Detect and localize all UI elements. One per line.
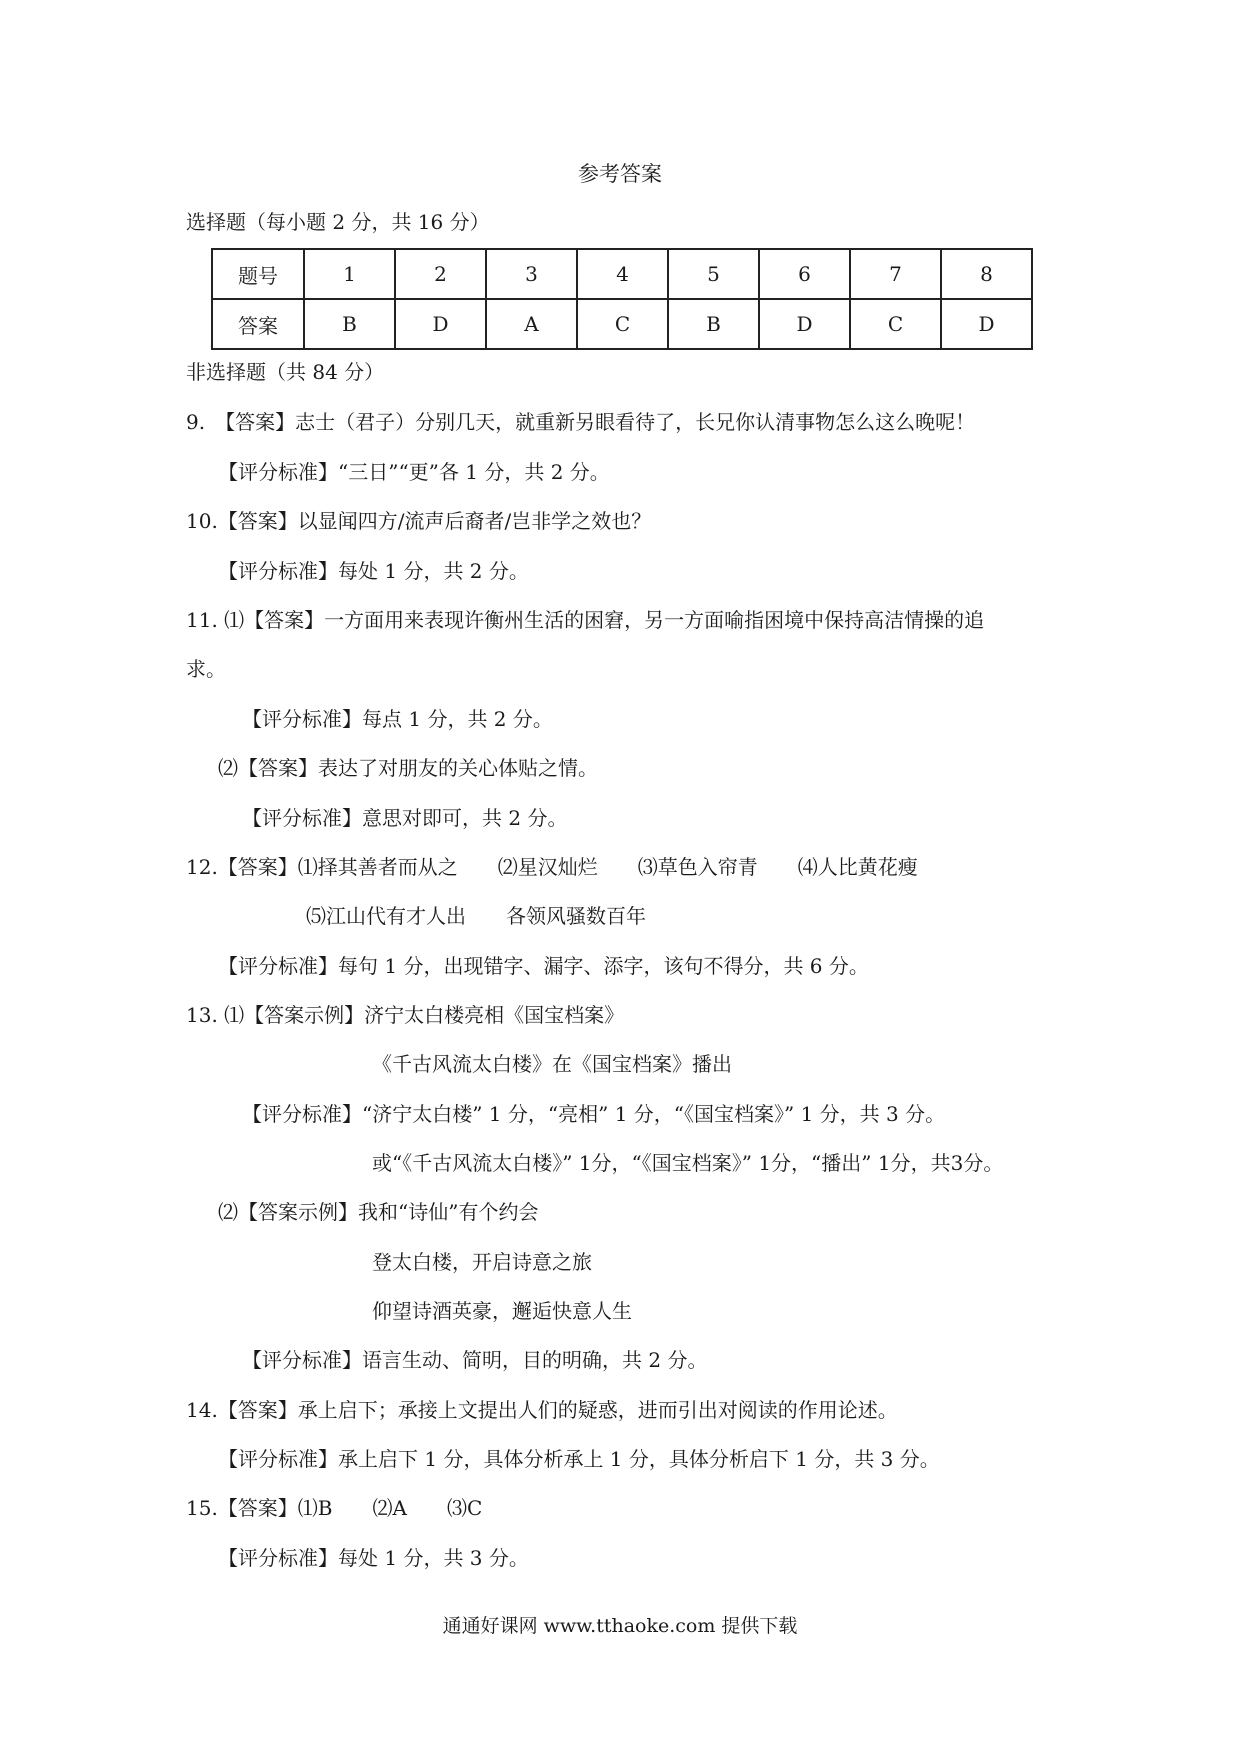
scoring-line: 【评分标准】每点 1 分，共 2 分。	[242, 707, 553, 731]
scoring-line: 【评分标准】承上启下 1 分，具体分析承上 1 分，具体分析启下 1 分，共 3 分。	[218, 1447, 940, 1471]
answer-cell: C	[577, 299, 668, 349]
answer-line: 11. ⑴【答案】一方面用来表现许衡州生活的困窘，另一方面喻指困境中保持高洁情操的追	[186, 608, 985, 632]
answer-line: 15.【答案】⑴B ⑵A ⑶C	[186, 1496, 483, 1520]
footer-source: 通通好课网 www.tthaoke.com 提供下载	[442, 1615, 798, 1637]
answer-line: 10.【答案】以显闻四方/流声后裔者/岂非学之效也？	[186, 509, 652, 533]
question-number: 8	[941, 249, 1032, 299]
scoring-line: 【评分标准】每句 1 分，出现错字、漏字、添字，该句不得分，共 6 分。	[218, 954, 869, 978]
row-header-number: 题号	[212, 249, 304, 299]
answer-line: 求。	[186, 657, 226, 681]
choice-section-heading: 选择题（每小题 2 分，共 16 分）	[186, 210, 490, 234]
scoring-line: 【评分标准】每处 1 分，共 2 分。	[218, 559, 529, 583]
question-number: 6	[759, 249, 850, 299]
answer-line: ⑵【答案】表达了对朋友的关心体贴之情。	[218, 756, 598, 780]
scoring-line: 【评分标准】每处 1 分，共 3 分。	[218, 1546, 529, 1570]
answer-line: ⑵【答案示例】我和“诗仙”有个约会	[218, 1200, 539, 1224]
scoring-line: 【评分标准】意思对即可，共 2 分。	[242, 806, 568, 830]
question-number: 5	[668, 249, 759, 299]
answer-cell: D	[395, 299, 486, 349]
question-number: 4	[577, 249, 668, 299]
answer-line: 登太白楼，开启诗意之旅	[372, 1250, 592, 1274]
nonchoice-heading: 非选择题（共 84 分）	[186, 360, 385, 384]
answer-line: 13. ⑴【答案示例】济宁太白楼亮相《国宝档案》	[186, 1003, 625, 1027]
answer-line: 9. 【答案】志士（君子）分别几天，就重新另眼看待了，长兄你认清事物怎么这么晚呢！	[186, 410, 976, 434]
question-number: 7	[850, 249, 941, 299]
scoring-line: 【评分标准】“济宁太白楼” 1 分，“亮相” 1 分，“《国宝档案》” 1 分，共 3 分。	[242, 1102, 946, 1126]
answer-line: 《千古风流太白楼》在《国宝档案》播出	[372, 1052, 732, 1076]
question-number: 2	[395, 249, 486, 299]
scoring-line: 或“《千古风流太白楼》” 1分，“《国宝档案》” 1分，“播出” 1分，共3分。	[372, 1151, 1004, 1175]
scoring-line: 【评分标准】语言生动、简明，目的明确，共 2 分。	[242, 1348, 708, 1372]
page-title: 参考答案	[578, 162, 662, 186]
answer-line: 仰望诗酒英豪，邂逅快意人生	[372, 1299, 632, 1323]
answer-cell: D	[759, 299, 850, 349]
answer-cell: B	[668, 299, 759, 349]
answer-line: 14.【答案】承上启下；承接上文提出人们的疑惑，进而引出对阅读的作用论述。	[186, 1398, 898, 1422]
answer-line: ⑸江山代有才人出 各领风骚数百年	[306, 904, 646, 928]
question-number: 3	[486, 249, 577, 299]
answer-cell: B	[304, 299, 395, 349]
answer-cell: A	[486, 299, 577, 349]
row-header-answer: 答案	[212, 299, 304, 349]
table-row-numbers	[212, 249, 1032, 299]
answer-cell: D	[941, 299, 1032, 349]
answer-line: 12.【答案】⑴择其善者而从之 ⑵星汉灿烂 ⑶草色入帘青 ⑷人比黄花瘦	[186, 855, 918, 879]
question-number: 1	[304, 249, 395, 299]
answer-cell: C	[850, 299, 941, 349]
scoring-line: 【评分标准】“三日”“更”各 1 分，共 2 分。	[218, 460, 610, 484]
table-row-answers	[212, 299, 1032, 349]
answer-table	[211, 248, 1033, 350]
